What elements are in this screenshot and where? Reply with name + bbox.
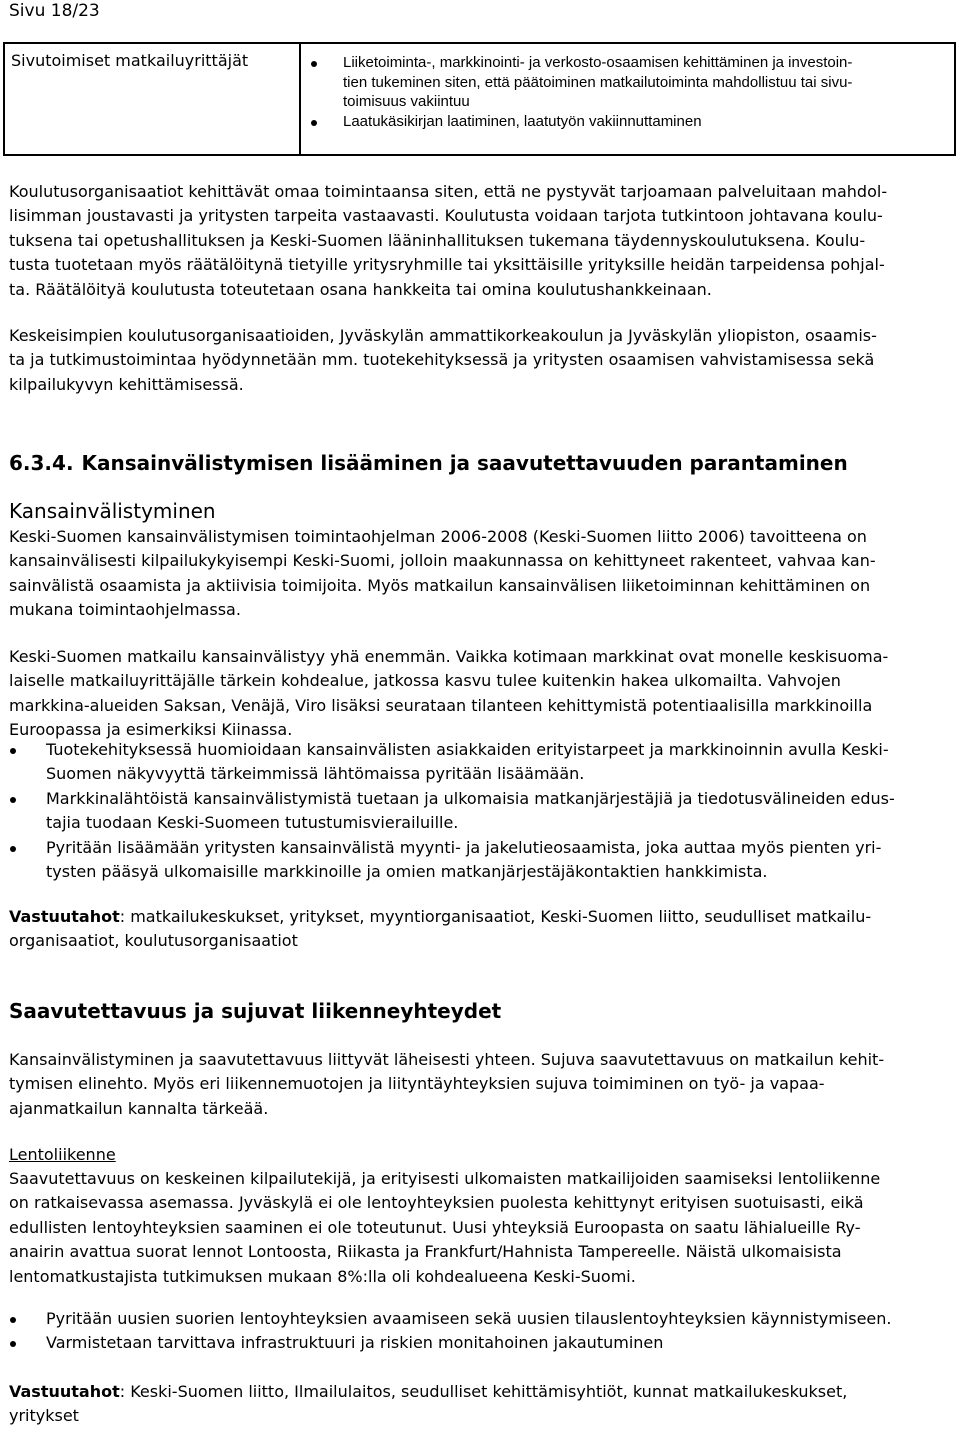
text-line: tusta tuotetaan myös räätälöitynä tietyille yritysryhmille tai yksittäisille yrityksille heidän tarpeidensa pohjal- [9, 255, 885, 275]
responsible-parties [9, 905, 871, 954]
text-line: Pyritään lisäämään yritysten kansainvälistä myynti- ja jakelutieosaamista, joka auttaa myös pienten yri- [46, 837, 882, 857]
text-line: tajia tuodaan Keski-Suomeen tutustumisvierailuille. [46, 813, 459, 833]
page-number: Sivu 18/23 [9, 1, 100, 21]
actor-label: Sivutoimiset matkailuyrittäjät [11, 51, 249, 70]
text-line: ta ja tutkimustoimintaa hyödynnetään mm. tuotekehityksessä ja yritysten osaamisen vahvistamisessa sekä [9, 350, 875, 370]
measure-item [343, 112, 954, 132]
text-line: Tuotekehityksessä huomioidaan kansainvälisten asiakkaiden erityistarpeet ja markkinoinnin avulla Keski- [46, 740, 889, 759]
subheading-lentoliikenne: Lentoliikenne [9, 1145, 116, 1164]
responsible-text: : matkailukeskukset, yritykset, myyntiorganisaatiot, Keski-Suomen liitto, seudulliset matkailu- [119, 907, 872, 926]
text-line: tysten pääsyä ulkomaisille markkinoille ja omien matkanjärjestäjäkontaktien hankkimista. [46, 862, 768, 882]
paragraph [9, 180, 887, 302]
section-number: 6.3.4. [9, 451, 74, 475]
paragraph [9, 324, 877, 397]
text-line: lentomatkustajista tutkimuksen mukaan 8%:lla oli kohdealueena Keski-Suomi. [9, 1266, 636, 1286]
text-line: ta. Räätälöityä koulutusta toteutetaan osana hankkeita tai omina koulutushankkeinaan. [9, 279, 712, 299]
text-line: ajanmatkailun kannalta tärkeää. [9, 1098, 269, 1118]
list-item [9, 1331, 892, 1355]
text-line: Varmistetaan tarvittava infrastruktuuri ja riskien monitahoinen jakautuminen [46, 1333, 664, 1353]
paragraph [9, 1048, 884, 1121]
text-line: Keski-Suomen matkailu kansainvälistyy yhä enemmän. Vaikka kotimaan markkinat ovat monelle keskisuoma- [9, 647, 889, 666]
subheading-saavutettavuus: Saavutettavuus ja sujuvat liikenneyhteydet [9, 999, 502, 1023]
text-line: tymisen elinehto. Myös eri liikennemuotojen ja liityntäyhteyksien sujuva toimiminen on työ- ja vapaa- [9, 1074, 825, 1094]
text-line: kilpailukyvyn kehittämisessä. [9, 374, 244, 394]
responsible-label: Vastuutahot [9, 907, 120, 926]
list-item [9, 787, 895, 836]
text-line: Suomen näkyvyyttä tärkeimmissä lähtömaissa pyritään lisäämään. [46, 764, 585, 784]
text-line: Euroopassa ja esimerkiksi Kiinassa. [9, 720, 293, 740]
responsible-parties [9, 1380, 847, 1429]
bullet-list-international [9, 738, 895, 884]
list-item [9, 738, 895, 787]
paragraph [9, 645, 888, 743]
responsibility-table [3, 42, 956, 156]
text-line: lisimman joustavasti ja yritysten tarpeita vastaavasti. Koulutusta voidaan tarjota tutkintoon johtavana koulu- [9, 206, 883, 226]
text-line: kansainvälisesti kilpailukykyisempi Keski-Suomi, jolloin maakunnassa on kehittyneet rakenteet, vahvaa kan- [9, 551, 876, 571]
text-line: laiselle matkailuyrittäjälle tärkein kohdealue, jatkossa kasvu tulee kuitenkin hakea ulkomailta. Vahvojen [9, 671, 841, 691]
subheading-kansainvalistyminen: Kansainvälistyminen [9, 499, 216, 523]
measures-cell [303, 44, 954, 154]
text-line: toimisuus vakiintuu [343, 93, 470, 110]
text-line: organisaatiot, koulutusorganisaatiot [9, 931, 298, 951]
text-line: sainvälistä osaamista ja aktiivisia toimijoita. Myös matkailun kansainvälisen liiketoiminnan kehittäminen on [9, 575, 871, 595]
section-heading [9, 450, 848, 476]
list-item [9, 1307, 892, 1331]
text-line: tuksena tai opetushallituksen ja Keski-Suomen lääninhallituksen tukemana täydennyskoulutuksena. Koulu- [9, 230, 866, 250]
text-line: tien tukeminen siten, että päätoiminen matkailutoiminta mahdollistuu tai sivu- [343, 73, 853, 91]
responsible-label: Vastuutahot [9, 1382, 120, 1401]
text-line: Laatukäsikirjan laatiminen, laatutyön vakiinnuttaminen [343, 112, 702, 130]
text-line: Liiketoiminta-, markkinointi- ja verkosto-osaamisen kehittäminen ja investoin- [343, 54, 853, 71]
actor-cell [5, 44, 301, 154]
paragraph [9, 525, 876, 623]
text-line: on ratkaisevassa asemassa. Jyväskylä ei ole lentoyhteyksien puolesta kehittynyt erityisen suotuisasti, eikä [9, 1193, 864, 1213]
measure-list [343, 53, 954, 131]
text-line: markkina-alueiden Saksan, Venäjä, Viro lisäksi seurataan tilanteen kehittymistä potentiaalisilla markkinoilla [9, 695, 873, 715]
paragraph [9, 1167, 880, 1289]
text-line [9, 1380, 847, 1404]
text-line: Keskeisimpien koulutusorganisaatioiden, Jyväskylän ammattikorkeakoulun ja Jyväskylän yliopiston, osaamis- [9, 326, 877, 345]
bullet-list-air [9, 1307, 892, 1356]
responsible-text: : Keski-Suomen liitto, Ilmailulaitos, seudulliset kehittämisyhtiöt, kunnat matkailukeskukset, [119, 1382, 848, 1401]
text-line: anairin avattua suorat lennot Lontoosta, Riikasta ja Frankfurt/Hahnista Tampereelle. Näistä ulkomaisista [9, 1242, 842, 1262]
text-line: Keski-Suomen kansainvälistymisen toimintaohjelman 2006-2008 (Keski-Suomen liitto 2006) tavoitteena on [9, 527, 867, 546]
section-title: Kansainvälistymisen lisääminen ja saavutettavuuden parantaminen [81, 451, 848, 475]
text-line: edullisten lentoyhteyksien saaminen ei ole toteutunut. Uusi yhteyksiä Euroopasta on saatu lähialueille Ry- [9, 1217, 861, 1237]
text-line: yritykset [9, 1406, 79, 1426]
text-line: Markkinalähtöistä kansainvälistymistä tuetaan ja ulkomaisia matkanjärjestäjiä ja tiedotusvälineiden edus- [46, 788, 895, 808]
text-line: Koulutusorganisaatiot kehittävät omaa toimintaansa siten, että ne pystyvät tarjoamaan palveluitaan mahdol- [9, 182, 888, 201]
text-line: mukana toimintaohjelmassa. [9, 600, 241, 620]
text-line: Pyritään uusien suorien lentoyhteyksien avaamiseen sekä uusien tilauslentoyhteyksien käynnistymiseen. [46, 1309, 892, 1328]
list-item [9, 836, 895, 885]
text-line: Kansainvälistyminen ja saavutettavuus liittyvät läheisesti yhteen. Sujuva saavutettavuus on matkailun kehit- [9, 1050, 885, 1069]
text-line: Saavutettavuus on keskeinen kilpailutekijä, ja erityisesti ulkomaisten matkailijoiden saamiseksi lentoliikenne [9, 1169, 881, 1188]
measure-item [343, 53, 954, 112]
text-line [9, 905, 871, 929]
